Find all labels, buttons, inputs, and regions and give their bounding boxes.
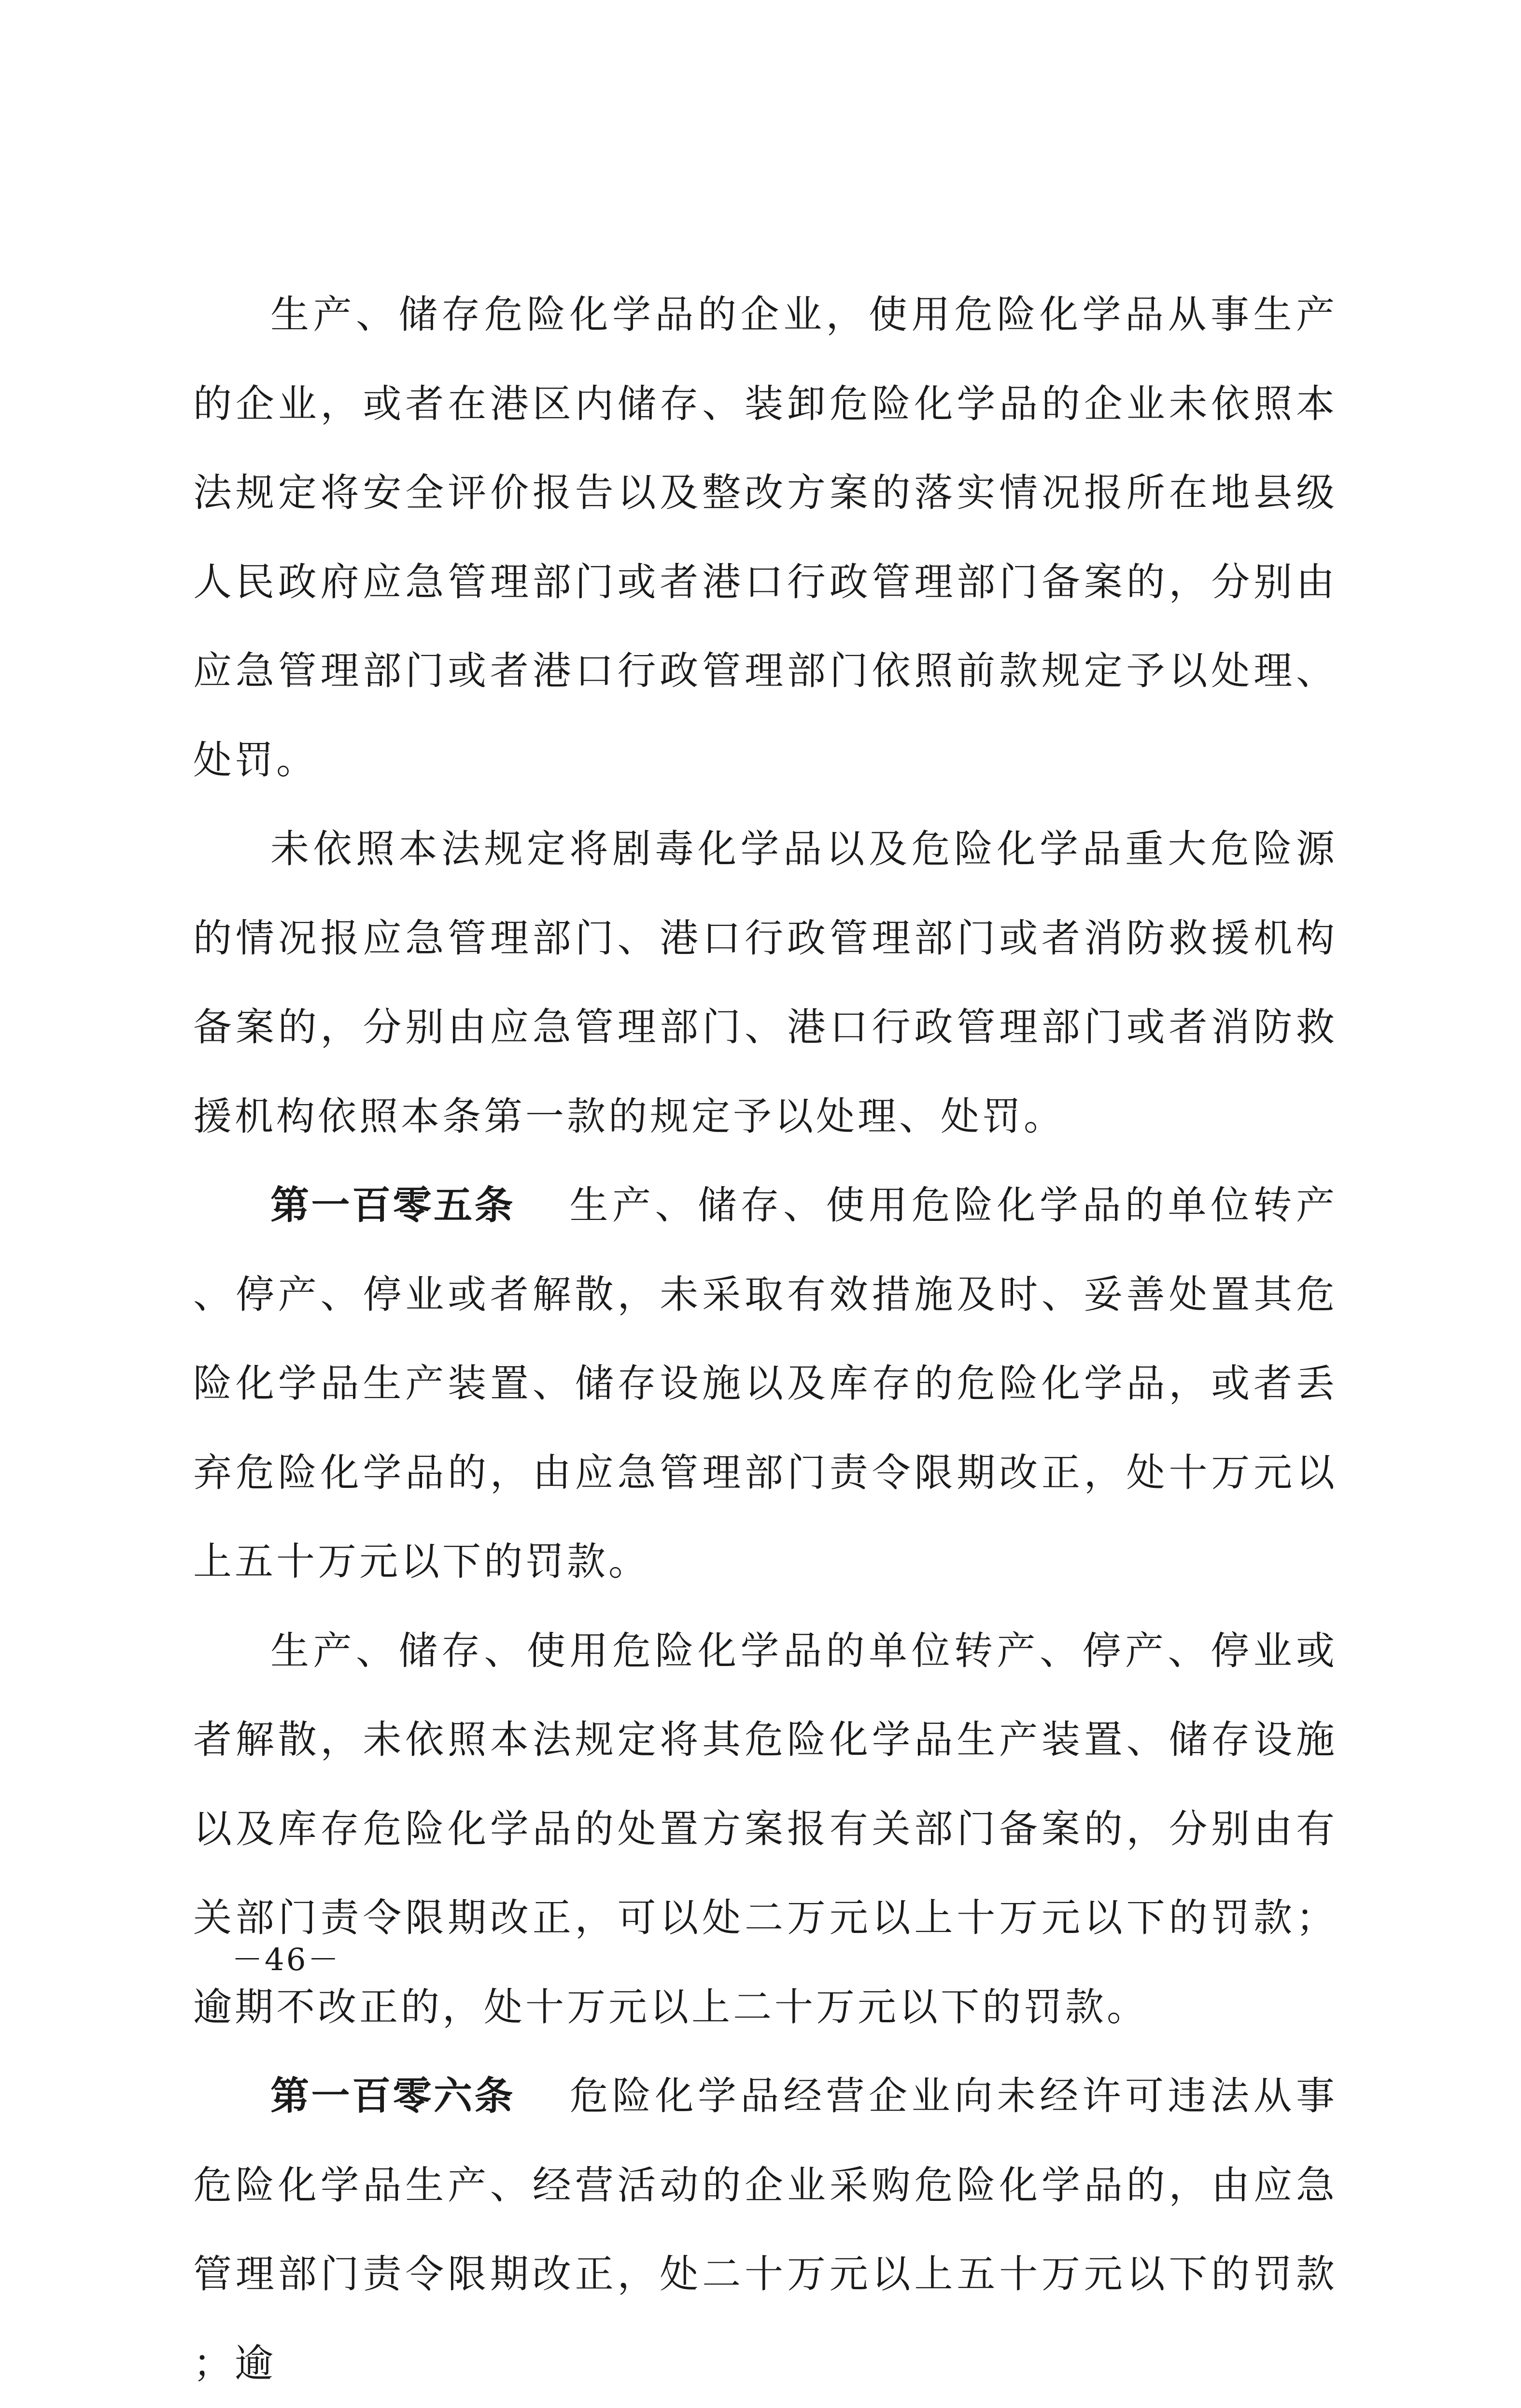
article-106-heading: 第一百零六条: [270, 2073, 515, 2118]
article-106-text: 危险化学品经营企业向未经许可违法从事危险化学品生产、经营活动的企业采购危险化学品的，由应急管理部门责令限期改正，处二十万元以上五十万元以下的罚款；逾: [193, 2073, 1338, 2386]
paragraph-4-text: 生产、储存、使用危险化学品的单位转产、停产、停业或者解散，未依照本法规定将其危险化学品生产装置、储存设施以及库存危险化学品的处置方案报有关部门备案的，分别由有关部门责令限期改正，可以处二万元以上十万元以下的罚款；逾期不改正的，处十万元以上二十万元以下的罚款。: [193, 1628, 1338, 2030]
body-text: [193, 270, 1338, 2408]
paragraph-4: [193, 1607, 1338, 2052]
paragraph-2: [193, 805, 1338, 1161]
page-number: －46－: [232, 1942, 341, 1978]
article-105-text: 生产、储存、使用危险化学品的单位转产、停产、停业或者解散，未采取有效措施及时、妥善处置其危险化学品生产装置、储存设施以及库存的危险化学品，或者丢弃危险化学品的，由应急管理部门责令限期改正，处十万元以上五十万元以下的罚款。: [193, 1183, 1338, 1584]
article-105: [193, 1161, 1338, 1607]
article-106: [193, 2052, 1338, 2408]
paragraph-2-text: 未依照本法规定将剧毒化学品以及危险化学品重大危险源的情况报应急管理部门、港口行政管理部门或者消防救援机构备案的，分别由应急管理部门、港口行政管理部门或者消防救援机构依照本条第一款的规定予以处理、处罚。: [193, 826, 1338, 1139]
article-105-heading: 第一百零五条: [270, 1183, 515, 1228]
paragraph-1-text: 生产、储存危险化学品的企业，使用危险化学品从事生产的企业，或者在港区内储存、装卸危险化学品的企业未依照本法规定将安全评价报告以及整改方案的落实情况报所在地县级人民政府应急管理部门或者港口行政管理部门备案的，分别由应急管理部门或者港口行政管理部门依照前款规定予以处理、处罚。: [193, 292, 1338, 783]
paragraph-1: [193, 270, 1338, 805]
